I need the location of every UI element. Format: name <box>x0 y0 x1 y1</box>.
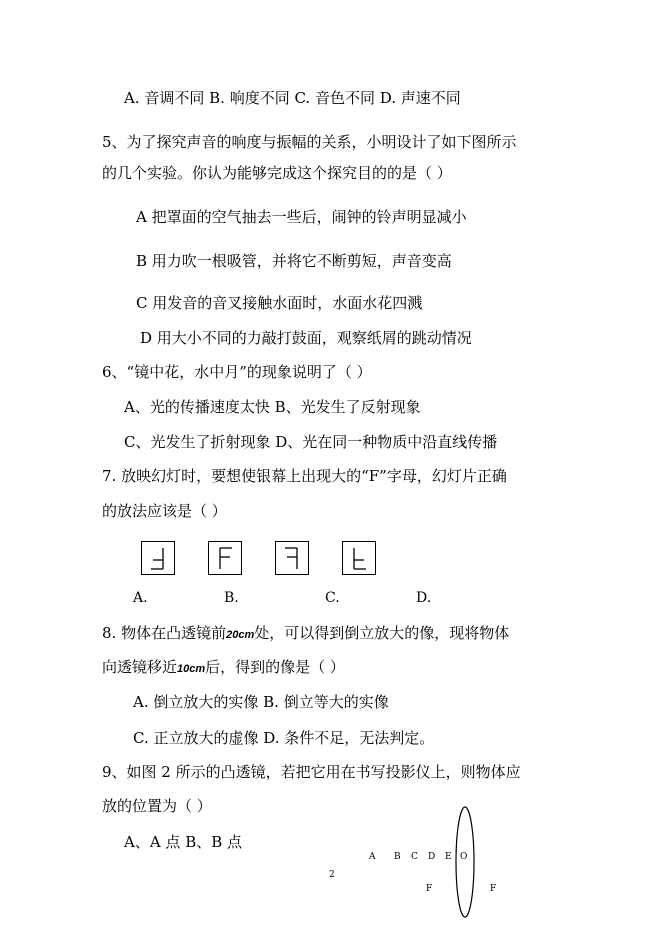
q8-stem1-pre: 8. 物体在凸透镜前 <box>102 624 227 642</box>
q5-option-c: C 用发音的音叉接触水面时，水面水花四溅 <box>136 294 423 312</box>
point-e-label: E <box>445 852 452 862</box>
slide-option-c-label: C. <box>325 590 340 606</box>
convex-lens-icon <box>450 805 480 920</box>
q7-stem-line1: 7. 放映幻灯时，要想使银幕上出现大的“F”字母，幻灯片正确 <box>102 467 507 485</box>
q9-stem-line1: 9、如图 2 所示的凸透镜，若把它用在书写投影仪上，则物体应 <box>102 763 521 781</box>
point-d-label: D <box>428 852 436 862</box>
q8-stem1-post: 处，可以得到倒立放大的像，现将物体 <box>254 624 510 642</box>
figure-number: 2 <box>329 870 335 880</box>
focus-right-label: F <box>490 884 497 894</box>
slide-option-d-figure <box>342 541 376 575</box>
lens-center-label: O <box>460 852 468 862</box>
q5-stem-line2: 的几个实验。你认为能够完成这个探究目的的是（ ） <box>102 164 452 182</box>
point-a-label: A <box>369 852 376 862</box>
q6-options-ab: A、光的传播速度太快 B、光发生了反射现象 <box>124 398 421 416</box>
q5-stem-line1: 5、为了探究声音的响度与振幅的关系，小明设计了如下图所示 <box>102 133 517 151</box>
q4-options: A. 音调不同 B. 响度不同 C. 音色不同 D. 声速不同 <box>124 89 461 107</box>
q8-options-ab: A. 倒立放大的实像 B. 倒立等大的实像 <box>133 693 389 711</box>
q8-distance-2: 10cm <box>177 663 206 675</box>
q8-stem-line2 <box>102 657 345 679</box>
q5-option-a: A 把罩面的空气抽去一些后，闹钟的铃声明显减小 <box>136 208 467 226</box>
q8-stem2-pre: 向透镜移近 <box>102 658 178 676</box>
focus-left-label: F <box>426 884 433 894</box>
q8-stem-line1 <box>102 623 509 645</box>
q6-options-cd: C、光发生了折射现象 D、光在同一种物质中沿直线传播 <box>124 433 498 451</box>
q8-distance-1: 20cm <box>226 629 255 641</box>
q6-stem: 6、“镜中花，水中月”的现象说明了（ ） <box>102 363 372 381</box>
q9-stem-line2: 放的位置为（ ） <box>102 797 212 815</box>
q8-stem2-post: 后，得到的像是（ ） <box>205 658 345 676</box>
q5-option-b: B 用力吹一根吸管，并将它不断剪短，声音变高 <box>136 252 452 270</box>
slide-option-a-figure <box>141 541 175 575</box>
q5-option-d: D 用大小不同的力敲打鼓面，观察纸屑的跳动情况 <box>140 329 472 347</box>
point-c-label: C <box>411 852 418 862</box>
point-b-label: B <box>394 852 401 862</box>
slide-option-b-figure <box>208 541 242 575</box>
q8-options-cd: C. 正立放大的虚像 D. 条件不足，无法判定。 <box>133 729 435 747</box>
slide-option-b-label: B. <box>224 590 239 606</box>
slide-option-c-figure <box>275 541 309 575</box>
q7-stem-line2: 的放法应该是（ ） <box>102 502 227 520</box>
q9-options-ab: A、A 点 B、B 点 <box>124 833 243 851</box>
slide-option-a-label: A. <box>133 590 148 606</box>
slide-option-d-label: D. <box>416 590 432 606</box>
